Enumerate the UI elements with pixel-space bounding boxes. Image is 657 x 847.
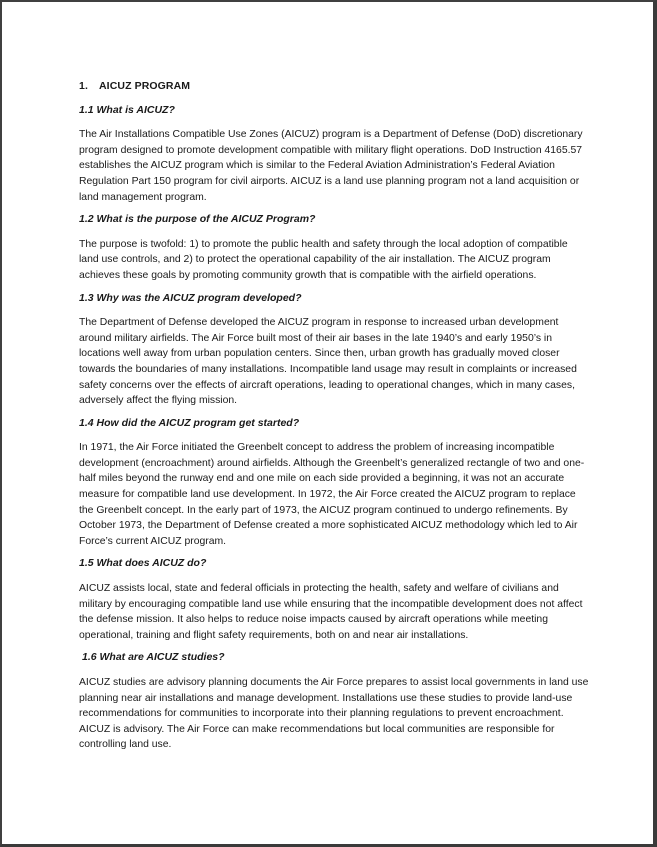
subsection-title-1-6: 1.6 What are AICUZ studies? bbox=[82, 651, 225, 664]
subsection-body-1-4: In 1971, the Air Force initiated the Greenbelt concept to address the problem of increasing incompatible development (encroachment) around airfields. Although the Greenbelt’s generalized rectangle of two and one-half miles beyond the runway end and one mile on each side provided a beginning, it was not an accurate measure for compatible land use development. In 1972, the Air Force created the AICUZ program to replace the Greenbelt concept. In the early part of 1973, the AICUZ program continued to undergo refinements. By October 1973, the Department of Defense created a more sophisticated AICUZ methodology which led to Air Force’s current AICUZ program. bbox=[79, 442, 585, 547]
subsection-title-1-4: 1.4 How did the AICUZ program get started? bbox=[79, 416, 300, 429]
subsection-body-1-3: The Department of Defense developed the AICUZ program in response to increased urban development around military airfields. The Air Force built most of their air bases in the late 1940’s and early 1950’s in locations well away from urban population centers. Since then, urban growth has gradually moved closer towards the boundaries of many installations. Incompatible land usage may result in complaints or increased safety concerns over the effects of aircraft operations, leading to operational changes, which in many cases, adversely affect the flying mission. bbox=[79, 317, 577, 407]
section-heading bbox=[79, 79, 589, 95]
subsection-title-1-3: 1.3 Why was the AICUZ program developed? bbox=[79, 291, 302, 304]
subsection-body-1-2: The purpose is twofold: 1) to promote the public health and safety through the local adoption of compatible land use controls, and 2) to protect the operational capability of the air installation. The AICUZ program achieves these goals by promoting community growth that is compatible with the airfield operations. bbox=[79, 238, 568, 281]
page-content bbox=[79, 79, 589, 760]
section-number: 1. bbox=[79, 80, 88, 92]
section-title: AICUZ PROGRAM bbox=[99, 80, 191, 92]
subsection-title-1-5: 1.5 What does AICUZ do? bbox=[79, 557, 207, 570]
subsection-title-1-1: 1.1 What is AICUZ? bbox=[79, 103, 175, 116]
subsection-body-1-1: The Air Installations Compatible Use Zones (AICUZ) program is a Department of Defense (DoD) discretionary program designed to promote development compatible with military flight operations. DoD Instruction 4165.57 establishes the AICUZ program which is similar to the Federal Aviation Administration’s Federal Aviation Regulation Part 150 program for civil airports. AICUZ is a land use planning program not a land acquisition or land management program. bbox=[79, 129, 583, 203]
subsection-title-1-2: 1.2 What is the purpose of the AICUZ Program? bbox=[79, 213, 316, 226]
subsection-body-1-6: AICUZ studies are advisory planning documents the Air Force prepares to assist local governments in land use planning near air installations and manage development. Installations use these studies to provide land-use recommendations for communities to incorporate into their planning regulations to prevent encroachment. AICUZ is advisory. The Air Force can make recommendations but local communities are responsible for controlling land use. bbox=[79, 677, 589, 751]
subsection-body-1-5: AICUZ assists local, state and federal officials in protecting the health, safety and welfare of civilians and military by encouraging compatible land use while ensuring that the incompatible development does not affect the defense mission. It also helps to reduce noise impacts caused by aircraft operations while meeting operational, training and flight safety requirements, both on and near air installations. bbox=[79, 583, 583, 641]
